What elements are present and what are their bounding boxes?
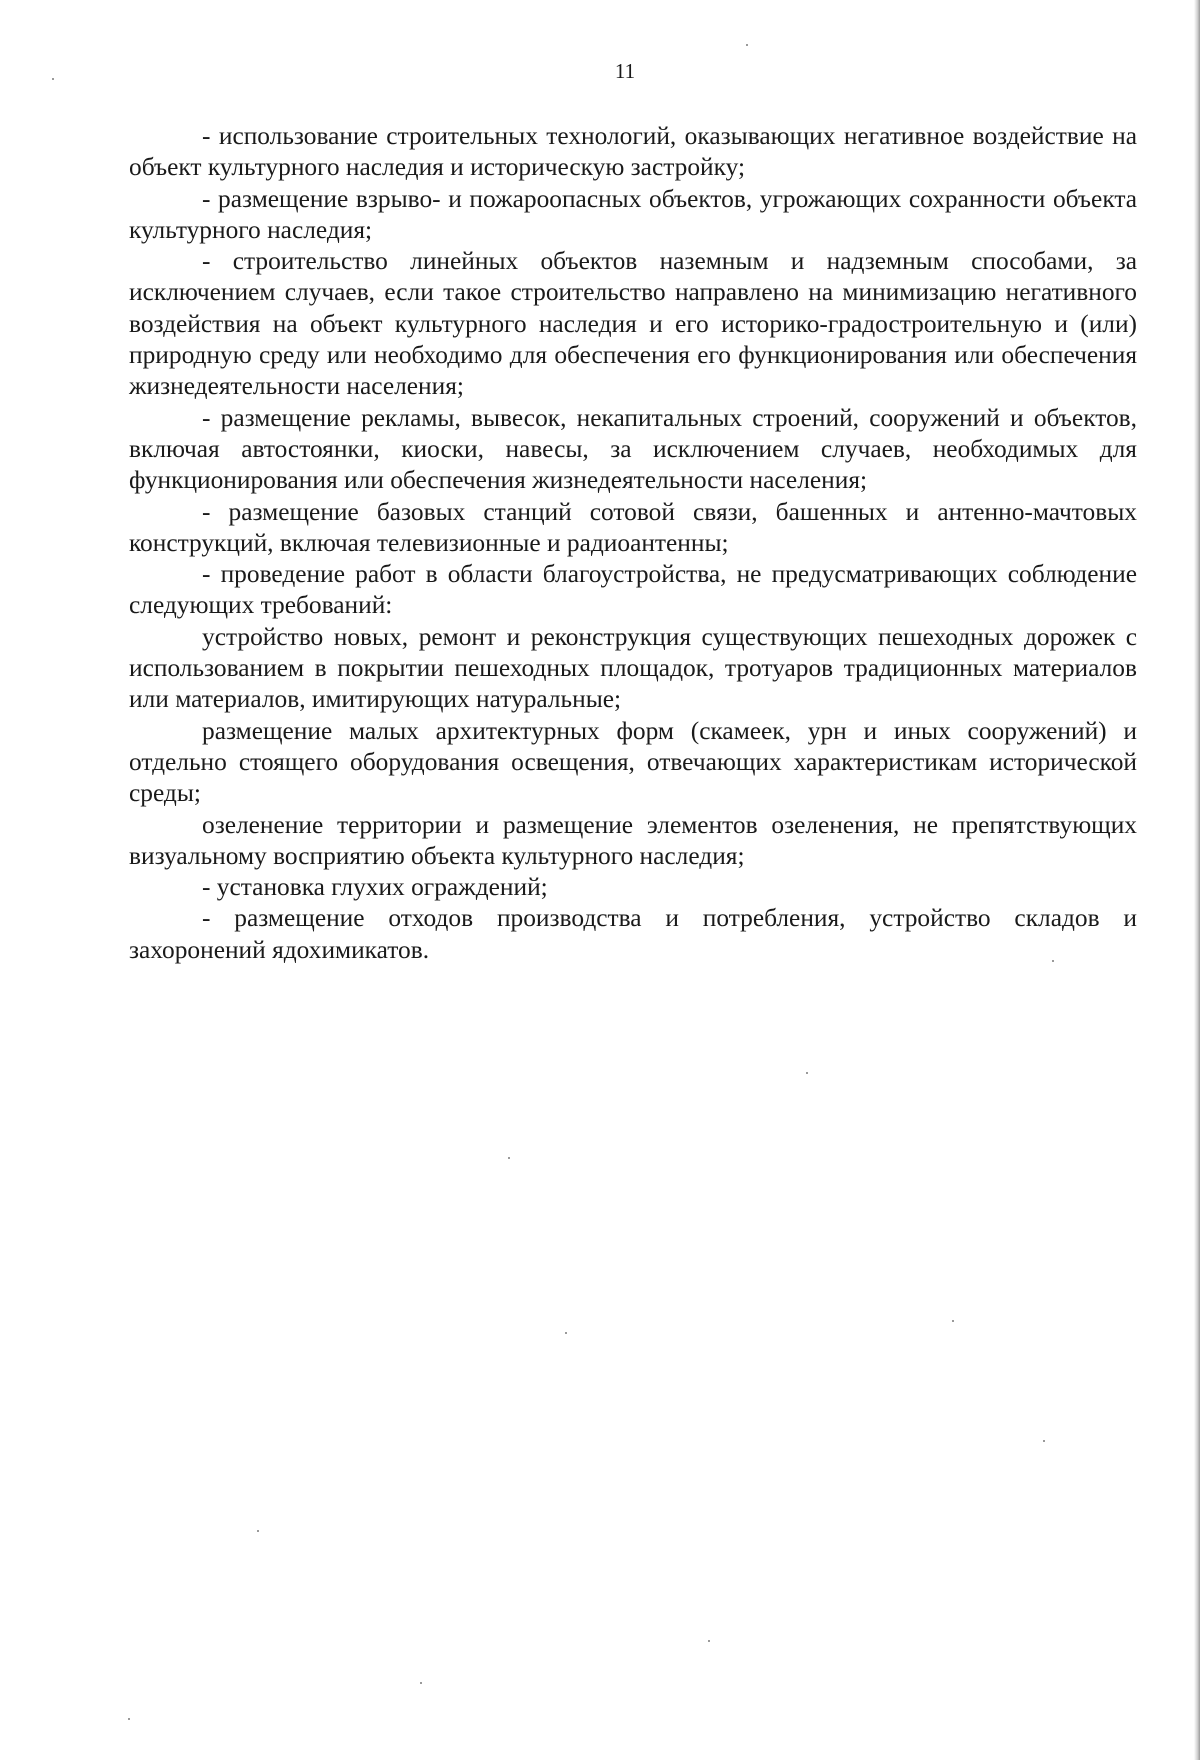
scan-speck <box>565 1332 567 1334</box>
scan-speck <box>806 1072 808 1074</box>
scan-speck <box>1052 960 1054 962</box>
paragraph-landscaping-works: - проведение работ в области благоустройства, не предусматривающих соблюдение следующих требований: <box>129 560 1137 620</box>
paragraph-cell-stations: - размещение базовых станций сотовой связи, башенных и антенно-мачтовых конструкций, включая телевизионные и радиоантенны; <box>129 497 1137 557</box>
scan-speck <box>420 1682 422 1684</box>
paragraph-linear-objects: - строительство линейных объектов наземным и надземным способами, за исключением случаев, если такое строительство направлено на минимизацию негативного воздействия на объект культурного наследия и его историко-градостроительную и (или) природную среду или необходимо для обеспечения его функционирования или обеспечения жизнедеятельности населения; <box>129 247 1137 401</box>
scan-speck <box>952 1320 954 1322</box>
scan-speck <box>1043 1440 1045 1442</box>
paragraph-advertising: - размещение рекламы, вывесок, некапитальных строений, сооружений и объектов, включая автостоянки, киоски, навесы, за исключением случаев, необходимых для функционирования или обеспечения жизнедеятельности населения; <box>129 403 1137 495</box>
scan-speck <box>746 44 748 46</box>
scan-speck <box>508 1157 510 1159</box>
paragraph-greening: озеленение территории и размещение элементов озеленения, не препятствующих визуальному восприятию объекта культурного наследия; <box>129 810 1137 870</box>
paragraph-waste: - размещение отходов производства и потребления, устройство складов и захоронений ядохимикатов. <box>129 904 1137 964</box>
paragraph-small-architectural-forms: размещение малых архитектурных форм (скамеек, урн и иных сооружений) и отдельно стоящего оборудования освещения, отвечающих характеристикам исторической среды; <box>129 716 1137 808</box>
scan-speck <box>128 1718 130 1720</box>
scan-speck <box>257 1530 259 1532</box>
page-edge <box>1194 0 1200 1760</box>
scan-speck <box>52 78 54 80</box>
paragraph-explosive-objects: - размещение взрыво- и пожароопасных объектов, угрожающих сохранности объекта культурного наследия; <box>129 184 1137 244</box>
document-body <box>129 121 1137 966</box>
scan-speck <box>708 1640 710 1642</box>
page-number: 11 <box>614 59 636 83</box>
paragraph-fences: - установка глухих ограждений; <box>202 873 548 902</box>
paragraph-building-technologies: - использование строительных технологий, оказывающих негативное воздействие на объект культурного наследия и историческую застройку; <box>129 122 1137 182</box>
paragraph-pedestrian-paths: устройство новых, ремонт и реконструкция существующих пешеходных дорожек с использованием в покрытии пешеходных площадок, тротуаров традиционных материалов или материалов, имитирующих натуральные; <box>129 622 1137 714</box>
